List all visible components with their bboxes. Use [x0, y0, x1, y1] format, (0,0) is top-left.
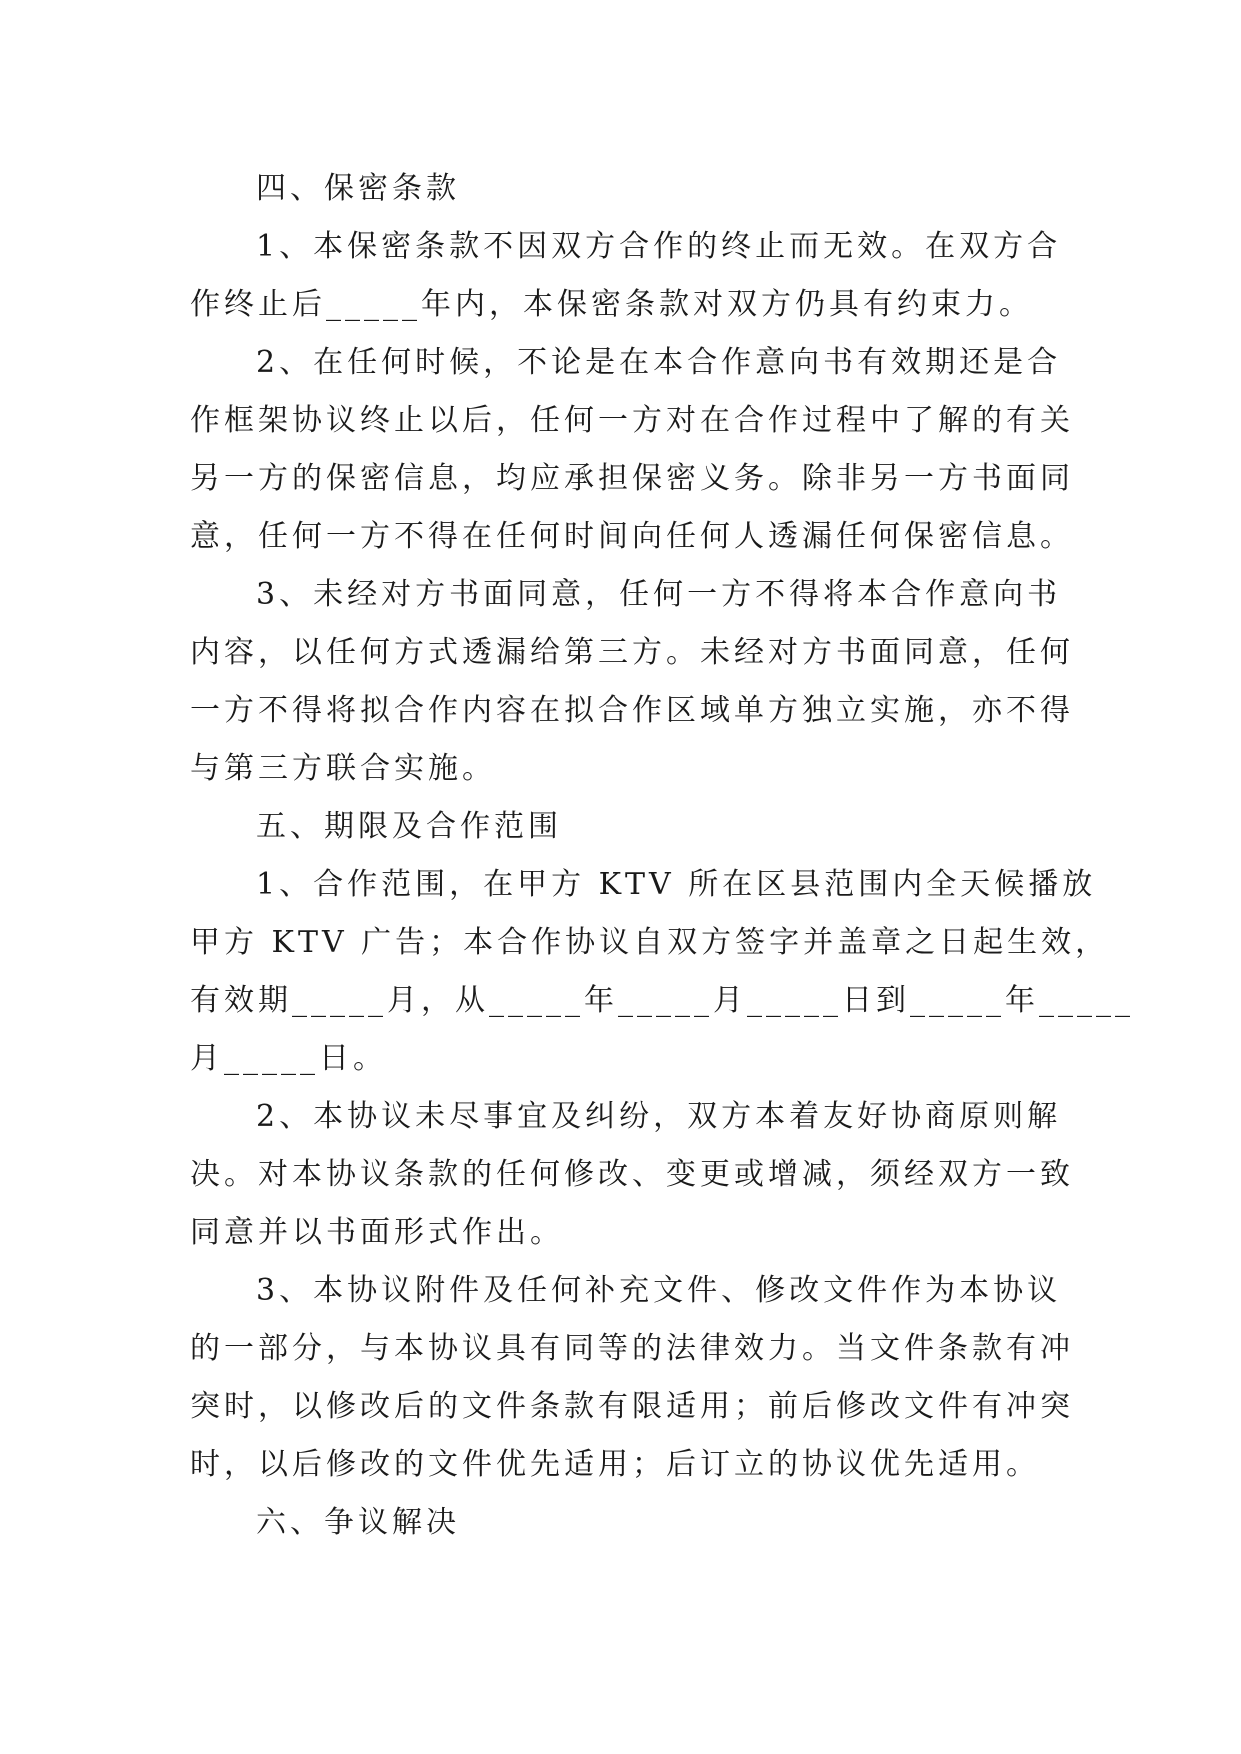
paragraph-line: 时，以后修改的文件优先适用；后订立的协议优先适用。	[190, 1447, 1040, 1482]
paragraph-line: 2、在任何时候，不论是在本合作意向书有效期还是合	[256, 345, 1062, 380]
paragraph-line: 突时，以修改后的文件条款有限适用；前后修改文件有冲突	[190, 1389, 1074, 1424]
paragraph-line: 作框架协议终止以后，任何一方对在合作过程中了解的有关	[190, 403, 1074, 438]
paragraph-line: 另一方的保密信息，均应承担保密义务。除非另一方书面同	[190, 461, 1074, 496]
document-body	[190, 160, 1134, 1552]
paragraph-line: 决。对本协议条款的任何修改、变更或增减，须经双方一致	[190, 1157, 1074, 1192]
paragraph-line: 2、本协议未尽事宜及纠纷，双方本着友好协商原则解	[256, 1099, 1062, 1134]
paragraph-line: 作终止后_____年内，本保密条款对双方仍具有约束力。	[190, 287, 1033, 322]
paragraph-line: 1、本保密条款不因双方合作的终止而无效。在双方合	[256, 229, 1062, 264]
paragraph-line: 同意并以书面形式作出。	[190, 1215, 564, 1250]
paragraph-line: 意，任何一方不得在任何时间向任何人透漏任何保密信息。	[190, 519, 1074, 554]
paragraph-line: 有效期_____月，从_____年_____月_____日到_____年_____	[190, 983, 1134, 1018]
section-heading: 五、期限及合作范围	[256, 809, 562, 844]
paragraph-line: 3、本协议附件及任何补充文件、修改文件作为本协议	[256, 1273, 1062, 1308]
section-heading: 六、争议解决	[256, 1505, 460, 1540]
paragraph-line: 月_____日。	[190, 1041, 387, 1076]
paragraph-line: 的一部分，与本协议具有同等的法律效力。当文件条款有冲	[190, 1331, 1074, 1366]
paragraph-line: 3、未经对方书面同意，任何一方不得将本合作意向书	[256, 577, 1062, 612]
paragraph-line: 内容，以任何方式透漏给第三方。未经对方书面同意，任何	[190, 635, 1074, 670]
paragraph-line: 甲方 KTV 广告；本合作协议自双方签字并盖章之日起生效，	[190, 925, 1110, 960]
paragraph-line: 一方不得将拟合作内容在拟合作区域单方独立实施，亦不得	[190, 693, 1074, 728]
section-heading: 四、保密条款	[256, 171, 460, 206]
paragraph-line: 1、合作范围，在甲方 KTV 所在区县范围内全天候播放	[256, 867, 1097, 902]
paragraph-line: 与第三方联合实施。	[190, 751, 496, 786]
